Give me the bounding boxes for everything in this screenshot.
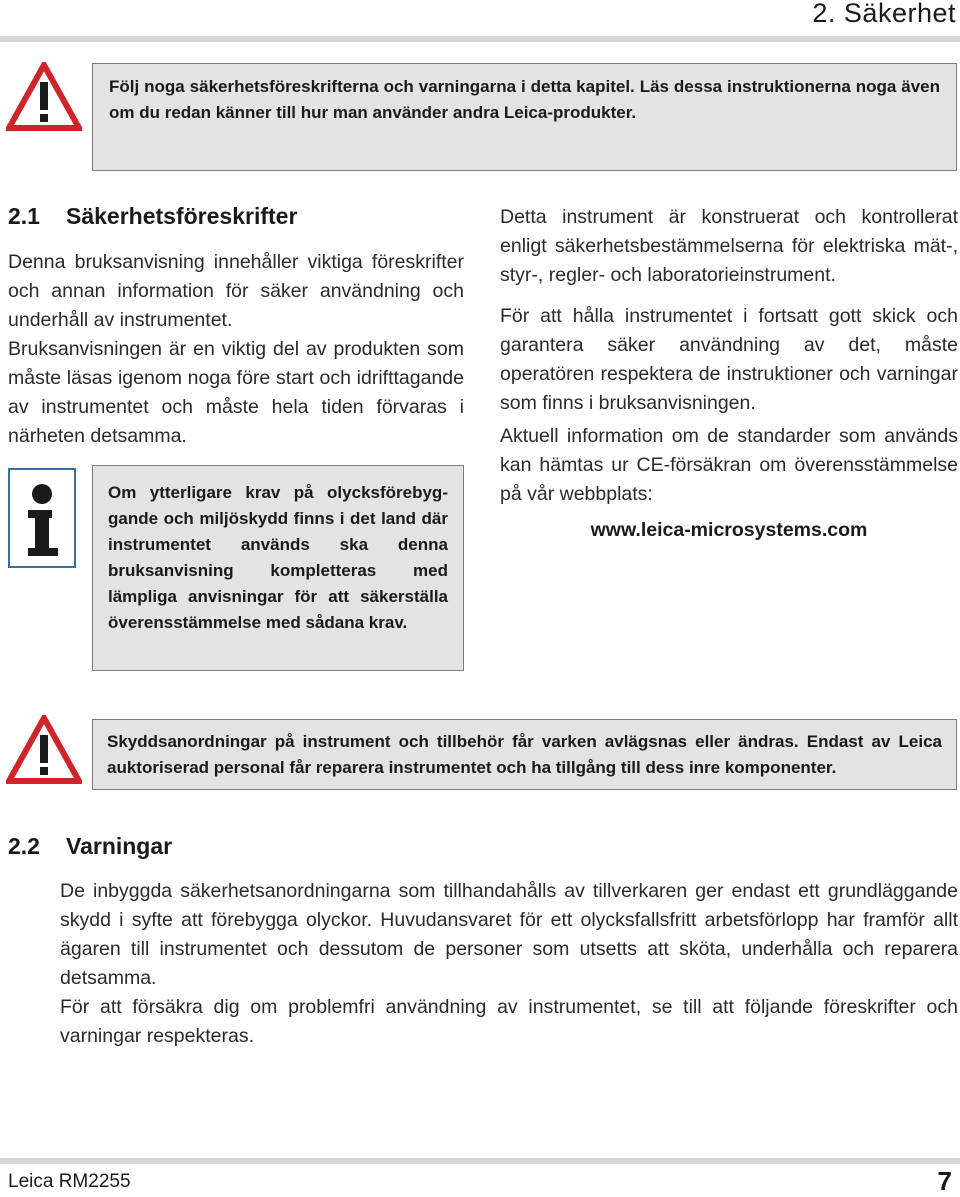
- mid-warning-text: Skyddsanordningar på instrument och tillbehör får varken avlägsnas eller ändras. Endast av Leica auktoriserad personal får reparera instrumentet och ha tillgång till dess inre komponenter.: [107, 732, 942, 777]
- section-2-1-para2: Bruksanvisningen är en viktig del av produkten som måste läsas igenom noga före start och idrifttagande av instrumentet och måste hela tiden förvaras i närheten detsamma.: [8, 338, 464, 447]
- header-divider: [0, 36, 960, 42]
- chapter-title: 2. Säkerhet: [812, 0, 956, 28]
- footer-divider: [0, 1158, 960, 1164]
- top-warning-box: [92, 63, 957, 171]
- top-warning-text: Följ noga säkerhetsföreskrifterna och varningarna i detta kapitel. Läs dessa instruktionerna noga även om du redan känner till hur man använder andra Leica-produkter.: [109, 77, 940, 122]
- website-link[interactable]: www.leica-microsystems.com: [590, 519, 868, 541]
- section-2-1-left-column: [8, 248, 464, 451]
- section-2-1-para1: Denna bruksanvisning innehåller viktiga föreskrifter och annan information för säker användning och underhåll av instrumentet.: [8, 251, 464, 331]
- info-box: [92, 465, 464, 671]
- section-2-1-number: 2.1: [8, 203, 40, 229]
- section-2-2-body: [60, 877, 958, 1051]
- info-text: Om ytterligare krav på olycksförebyggande och miljöskydd finns i det land där instrumentet används ska denna bruksanvisning kompletteras med lämpliga anvisningar för att säkerställa överensstämmelse med sådana krav.: [108, 483, 448, 632]
- warning-triangle-icon: [6, 715, 82, 785]
- right-para2: För att hålla instrumentet i fortsatt gott skick och garantera säker användning av det, måste operatören respektera de instruktioner och varningar som finns i bruksanvisningen.: [500, 305, 958, 414]
- page-number: 7: [937, 1166, 952, 1196]
- section-2-2-number: 2.2: [8, 833, 40, 859]
- section-2-2-para2: För att försäkra dig om problemfri användning av instrumentet, se till att följande föreskrifter och varningar respekteras.: [60, 996, 958, 1047]
- info-icon: [8, 468, 76, 568]
- section-2-1-right-column: [500, 203, 958, 542]
- section-2-1-title: Säkerhetsföreskrifter: [66, 203, 298, 229]
- section-2-2-para1: De inbyggda säkerhetsanordningarna som tillhandahålls av tillverkaren ger endast ett grundläggande skydd i syfte att förebygga olyckor. Huvudansvaret för ett olycksfallsfritt arbetsförlopp har framför allt ägaren till instrumentet och dessutom de personer som utsetts att sköta, underhålla och reparera detsamma.: [60, 880, 958, 989]
- section-2-2-heading: [8, 833, 172, 860]
- section-2-2-title: Varningar: [66, 833, 173, 859]
- product-name: Leica RM2255: [8, 1171, 131, 1192]
- right-para1: Detta instrument är konstruerat och kontrollerat enligt säkerhetsbestämmelserna för elektriska mät-, styr-, regler- och laboratorieinstrument.: [500, 206, 958, 286]
- right-para3: Aktuell information om de standarder som används kan hämtas ur CE-försäkran om överensstämmelse på vår webbplats:: [500, 425, 958, 505]
- mid-warning-box: [92, 719, 957, 790]
- warning-triangle-icon: [6, 62, 82, 132]
- section-2-1-heading: [8, 203, 297, 230]
